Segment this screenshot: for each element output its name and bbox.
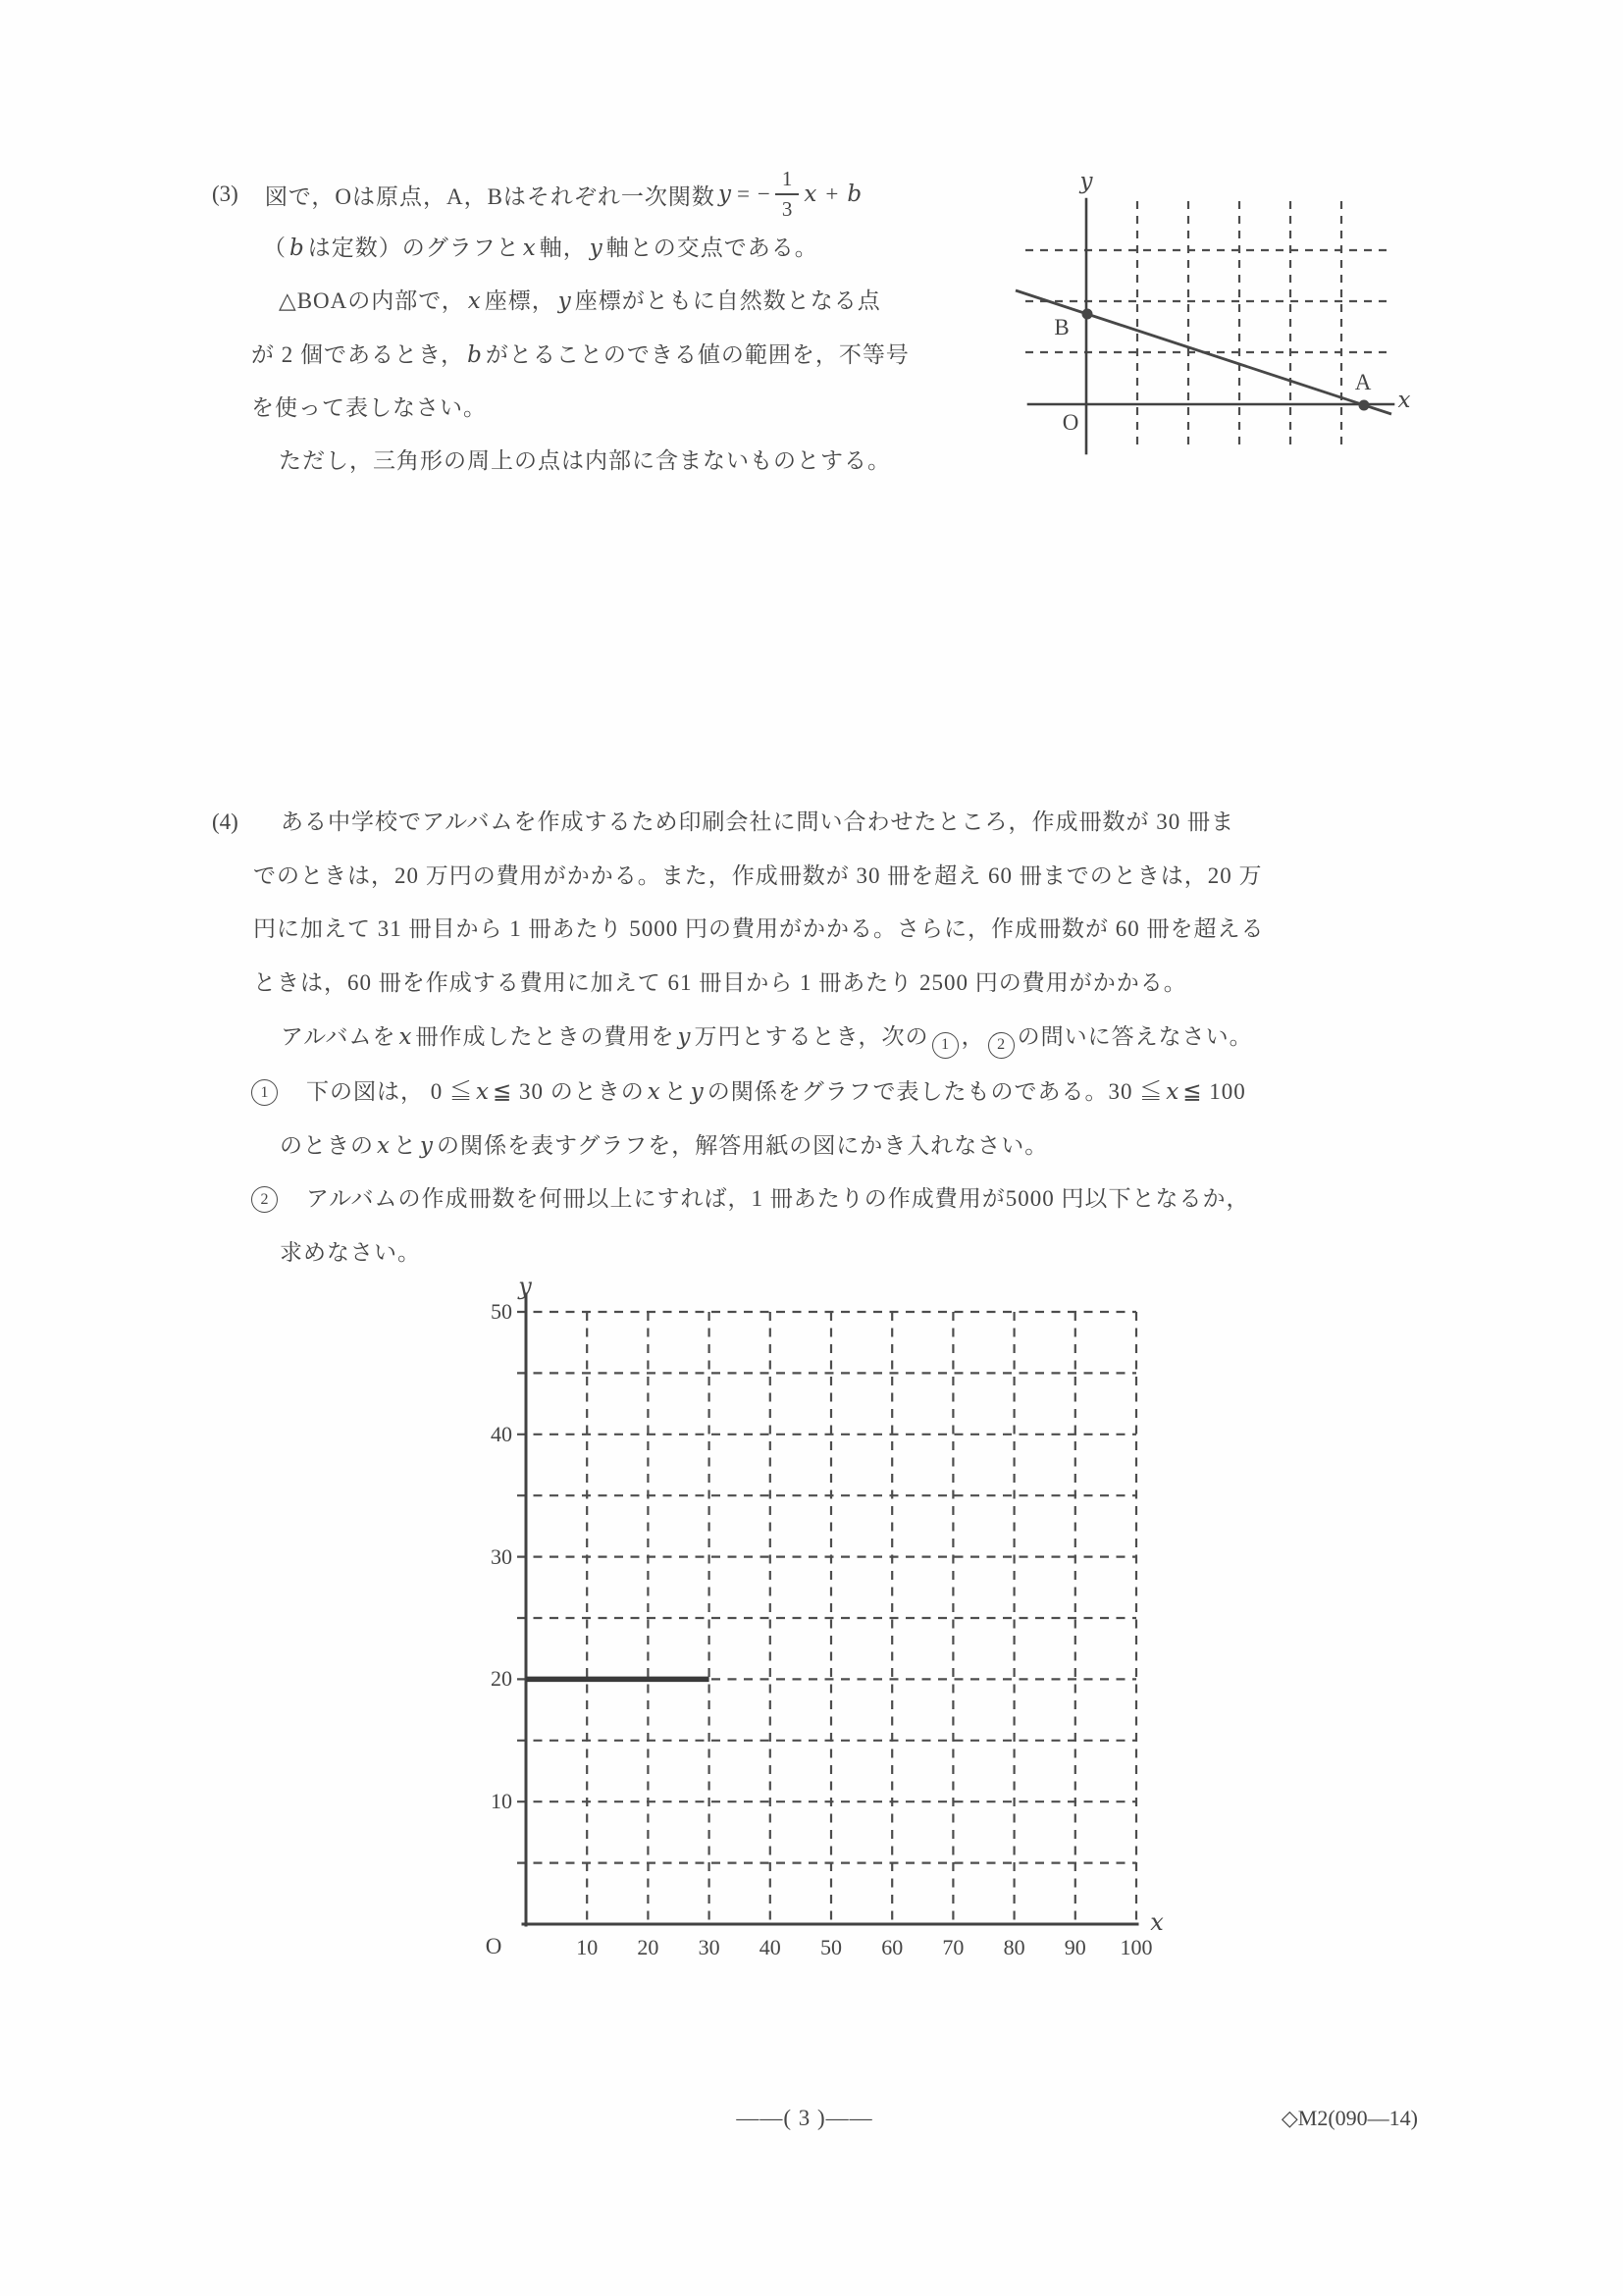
problem4-item1-number: 1 <box>251 1079 278 1106</box>
text-segment: の関係を表すグラフを，解答用紙の図にかき入れなさい。 <box>436 1133 1049 1158</box>
text-segment: ある中学校でアルバムを作成するため印刷会社に問い合わせたところ，作成冊数が 30 冊ま <box>281 809 1234 834</box>
fraction-numerator: 1 <box>781 167 793 190</box>
fig3-y-axis-label: y <box>1079 169 1093 194</box>
problem3-line-4 <box>251 340 910 370</box>
text-segment: の関係をグラフで表したものである。30 ≦ <box>707 1079 1164 1104</box>
text-segment: アルバムの作成冊数を何冊以上にすれば，1 冊あたりの作成費用が5000 円以下となるか， <box>306 1186 1250 1211</box>
math-variable: x <box>377 1133 391 1159</box>
text-segment: ときは，60 冊を作成する費用に加えて 61 冊目から 1 冊あたり 2500 円の費用がかかる。 <box>253 970 1187 995</box>
x-tick-label-30: 30 <box>698 1935 720 1959</box>
answer-grid-chart <box>422 1271 1207 2002</box>
math-variable: x <box>398 1024 413 1050</box>
text-segment: 軸との交点である。 <box>605 235 818 260</box>
text-segment: のときの <box>280 1133 374 1158</box>
y-tick-label-20: 20 <box>491 1666 512 1692</box>
y-tick-label-50: 50 <box>491 1299 512 1324</box>
problem3-line-1 <box>212 155 865 234</box>
fig3-point-B <box>1082 309 1093 320</box>
fig3-point-A <box>1359 400 1370 411</box>
document-code: ◇M2(090—14) <box>1281 2106 1418 2130</box>
problem4-line-5 <box>281 1022 1253 1052</box>
text-segment: 軸， <box>539 235 587 260</box>
problem3-line-5 <box>251 393 487 423</box>
text-segment: と <box>393 1133 417 1158</box>
problem4-item1-line-2 <box>280 1131 1048 1161</box>
y-tick-label-10: 10 <box>491 1789 512 1814</box>
math-variable: x <box>522 235 537 261</box>
formula-y: y <box>717 182 732 207</box>
text-segment: は定数）のグラフと <box>307 235 520 260</box>
problem4-line-3 <box>253 914 1265 944</box>
formula-minus: − <box>757 182 771 206</box>
x-tick-label-80: 80 <box>1003 1935 1025 1959</box>
formula-b: b <box>847 182 864 207</box>
text-segment: 円に加えて 31 冊目から 1 冊あたり 5000 円の費用がかかる。さらに，作成冊数が 60 冊を超える <box>253 916 1265 941</box>
problem3-line-2 <box>263 234 818 263</box>
answer-grid-labels <box>422 1271 1207 2002</box>
formula-x: x <box>804 182 818 207</box>
problem4-line-1 <box>281 808 1234 837</box>
problem3-figure <box>1001 167 1442 481</box>
math-variable: b <box>467 342 483 368</box>
formula-fraction <box>775 169 800 220</box>
text-segment: でのときは，20 万円の費用がかかる。また，作成冊数が 30 冊を超え 60 冊までのときは，20 万 <box>253 863 1263 888</box>
math-variable: y <box>677 1024 692 1050</box>
problem3-line-6 <box>279 446 891 476</box>
math-variable: y <box>690 1079 705 1105</box>
x-tick-label-100: 100 <box>1120 1935 1153 1959</box>
fig3-origin-label: O <box>1062 410 1079 435</box>
text-segment: 座標， <box>484 288 555 313</box>
formula-equals: = <box>736 182 751 206</box>
problem4-item1-line-1 <box>306 1077 1246 1107</box>
formula-plus: + <box>825 182 840 206</box>
problem4-item2-line-2 <box>280 1238 421 1268</box>
fig3-point-A-label: A <box>1354 370 1372 394</box>
answer-grid-origin-label: O <box>485 1934 502 1958</box>
problem4-label: (4) <box>212 809 238 834</box>
text-segment: が 2 個であるとき， <box>251 342 465 367</box>
text-segment: 下の図は， 0 ≦ <box>306 1079 473 1104</box>
text-segment: の問いに答えなさい。 <box>1017 1024 1253 1049</box>
math-variable: y <box>557 288 572 314</box>
text-segment: アルバムを <box>281 1024 396 1049</box>
problem3-line1-text: 図で，Oは原点，A，Bはそれぞれ一次関数 <box>264 183 715 209</box>
text-segment: 求めなさい。 <box>280 1240 421 1265</box>
fraction-denominator: 3 <box>775 193 800 220</box>
problem4-item2-line-1 <box>306 1184 1249 1214</box>
x-tick-label-10: 10 <box>576 1935 599 1959</box>
x-tick-label-20: 20 <box>637 1935 659 1959</box>
text-segment: 座標がともに自然数となる点 <box>574 288 881 313</box>
math-variable: b <box>289 235 305 261</box>
text-segment: ただし，三角形の周上の点は内部に含まないものとする。 <box>279 448 891 473</box>
text-segment: 冊作成したときの費用を <box>415 1024 675 1049</box>
text-segment: ， <box>961 1024 985 1049</box>
fig3-point-B-label: B <box>1054 315 1070 339</box>
problem4-line-2 <box>253 861 1263 891</box>
problem3-label: (3) <box>212 182 238 206</box>
x-tick-label-60: 60 <box>881 1935 904 1959</box>
x-tick-label-40: 40 <box>759 1935 781 1959</box>
y-tick-label-40: 40 <box>491 1421 512 1446</box>
text-segment: ≦ 30 のときの <box>492 1079 645 1104</box>
text-segment: ≦ 100 <box>1182 1079 1246 1104</box>
fig3-x-axis-label: x <box>1397 388 1411 413</box>
x-tick-label-70: 70 <box>942 1935 965 1959</box>
y-tick-label-30: 30 <box>491 1543 512 1569</box>
math-variable: x <box>1166 1079 1180 1105</box>
x-tick-label-50: 50 <box>820 1935 842 1959</box>
text-segment: と <box>663 1079 688 1104</box>
answer-grid-y-axis-label: y <box>518 1273 532 1300</box>
math-variable: x <box>647 1079 661 1105</box>
circled-number: 2 <box>988 1032 1015 1059</box>
problem3-line-3 <box>279 287 881 316</box>
text-segment: を使って表しなさい。 <box>251 395 487 420</box>
page-number: ——( 3 )—— <box>736 2106 873 2130</box>
math-variable: y <box>419 1133 434 1159</box>
problem4-line-4 <box>253 968 1187 998</box>
math-variable: x <box>467 288 482 314</box>
text-segment: （ <box>263 235 287 260</box>
answer-grid-x-axis-label: x <box>1150 1908 1164 1936</box>
x-tick-label-90: 90 <box>1064 1935 1086 1959</box>
circled-number: 1 <box>932 1032 959 1059</box>
math-variable: y <box>589 235 603 261</box>
text-segment: △BOAの内部で， <box>279 288 465 313</box>
problem4-item2-number: 2 <box>251 1186 278 1213</box>
text-segment: 万円とするとき，次の <box>694 1024 929 1049</box>
text-segment: がとることのできる値の範囲を，不等号 <box>485 342 910 367</box>
math-variable: x <box>476 1079 490 1105</box>
